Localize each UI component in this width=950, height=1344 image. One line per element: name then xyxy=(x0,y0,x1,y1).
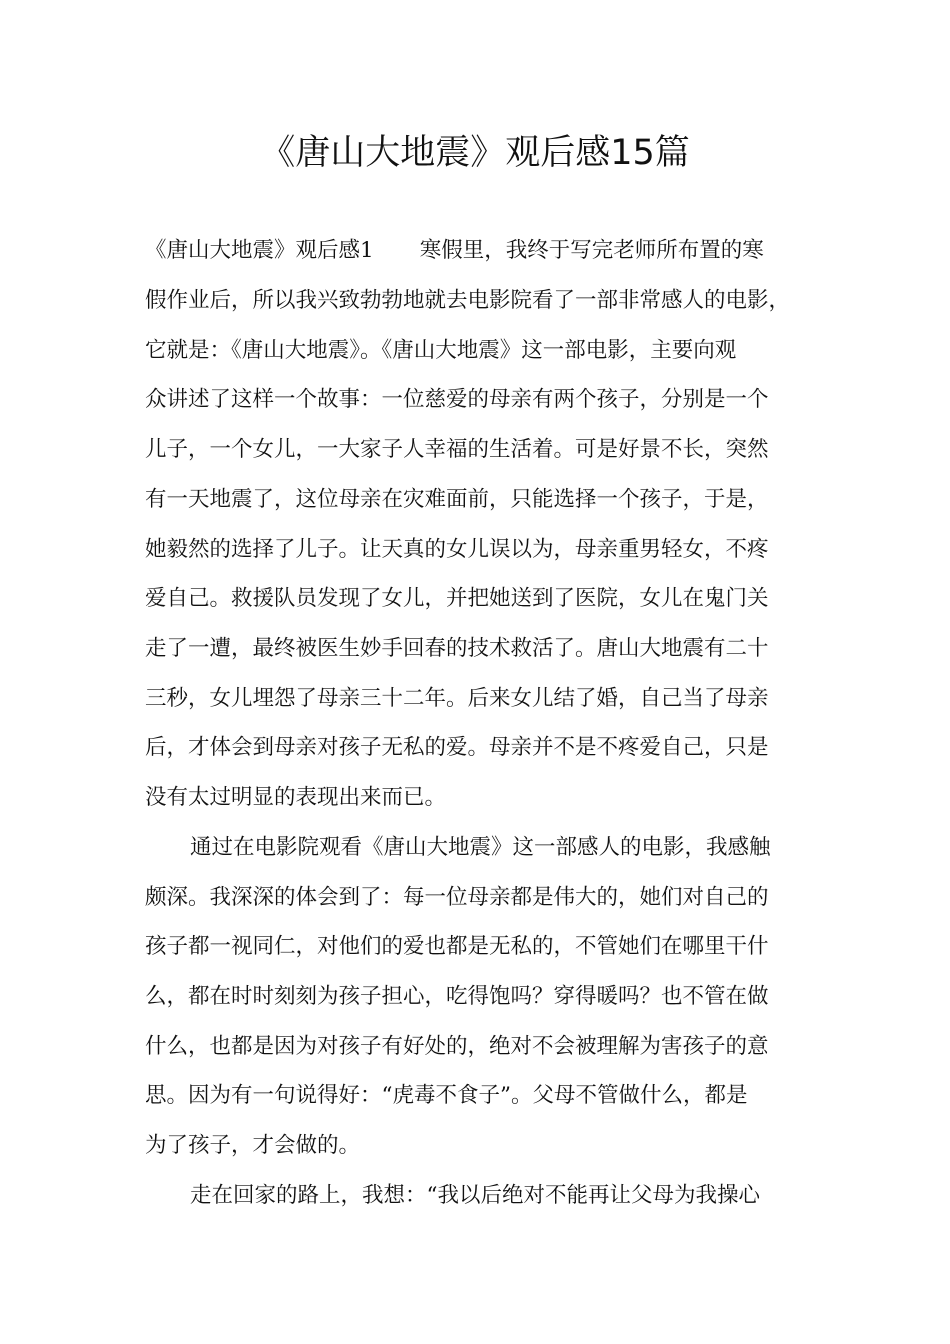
paragraph-line: 什么，也都是因为对孩子有好处的，绝对不会被理解为害孩子的意 xyxy=(145,1034,769,1059)
paragraph-line: 众讲述了这样一个故事：一位慈爱的母亲有两个孩子，分别是一个 xyxy=(145,387,769,412)
paragraph-line: 通过在电影院观看《唐山大地震》这一部感人的电影，我感触 xyxy=(190,835,771,860)
paragraph-line: 么，都在时时刻刻为孩子担心，吃得饱吗？穿得暖吗？也不管在做 xyxy=(145,984,769,1009)
paragraph-line: 她毅然的选择了儿子。让天真的女儿误以为，母亲重男轻女，不疼 xyxy=(145,537,769,562)
paragraph-line: 颇深。我深深的体会到了：每一位母亲都是伟大的，她们对自己的 xyxy=(145,885,769,910)
document-title: 《唐山大地震》观后感15篇 xyxy=(260,133,690,173)
paragraph-line: 儿子，一个女儿，一大家子人幸福的生活着。可是好景不长，突然 xyxy=(145,437,769,462)
paragraph-line: 它就是：《唐山大地震》。《唐山大地震》这一部电影，主要向观 xyxy=(145,338,737,363)
paragraph-line: 三秒，女儿埋怨了母亲三十二年。后来女儿结了婚，自己当了母亲 xyxy=(145,686,769,711)
paragraph-line: 没有太过明显的表现出来而已。 xyxy=(145,785,447,810)
paragraph-line: 爱自己。救援队员发现了女儿，并把她送到了医院，女儿在鬼门关 xyxy=(145,586,769,611)
paragraph-line: 有一天地震了，这位母亲在灾难面前，只能选择一个孩子，于是， xyxy=(145,487,769,512)
paragraph-line: 《唐山大地震》观后感1 寒假里，我终于写完老师所布置的寒 xyxy=(145,238,764,263)
paragraph-line: 走在回家的路上，我想：“我以后绝对不能再让父母为我操心 xyxy=(190,1183,760,1208)
paragraph-line: 思。因为有一句说得好：“虎毒不食子”。父母不管做什么，都是 xyxy=(145,1083,748,1108)
paragraph-line: 假作业后，所以我兴致勃勃地就去电影院看了一部非常感人的电影， xyxy=(145,288,791,313)
paragraph-line: 后，才体会到母亲对孩子无私的爱。母亲并不是不疼爱自己，只是 xyxy=(145,735,769,760)
section-heading: 《唐山大地震》观后感1 xyxy=(145,238,374,263)
paragraph-line: 走了一遭，最终被医生妙手回春的技术救活了。唐山大地震有二十 xyxy=(145,636,769,661)
paragraph-line: 孩子都一视同仁，对他们的爱也都是无私的，不管她们在哪里干什 xyxy=(145,934,769,959)
paragraph-line: 为了孩子，才会做的。 xyxy=(145,1133,361,1158)
